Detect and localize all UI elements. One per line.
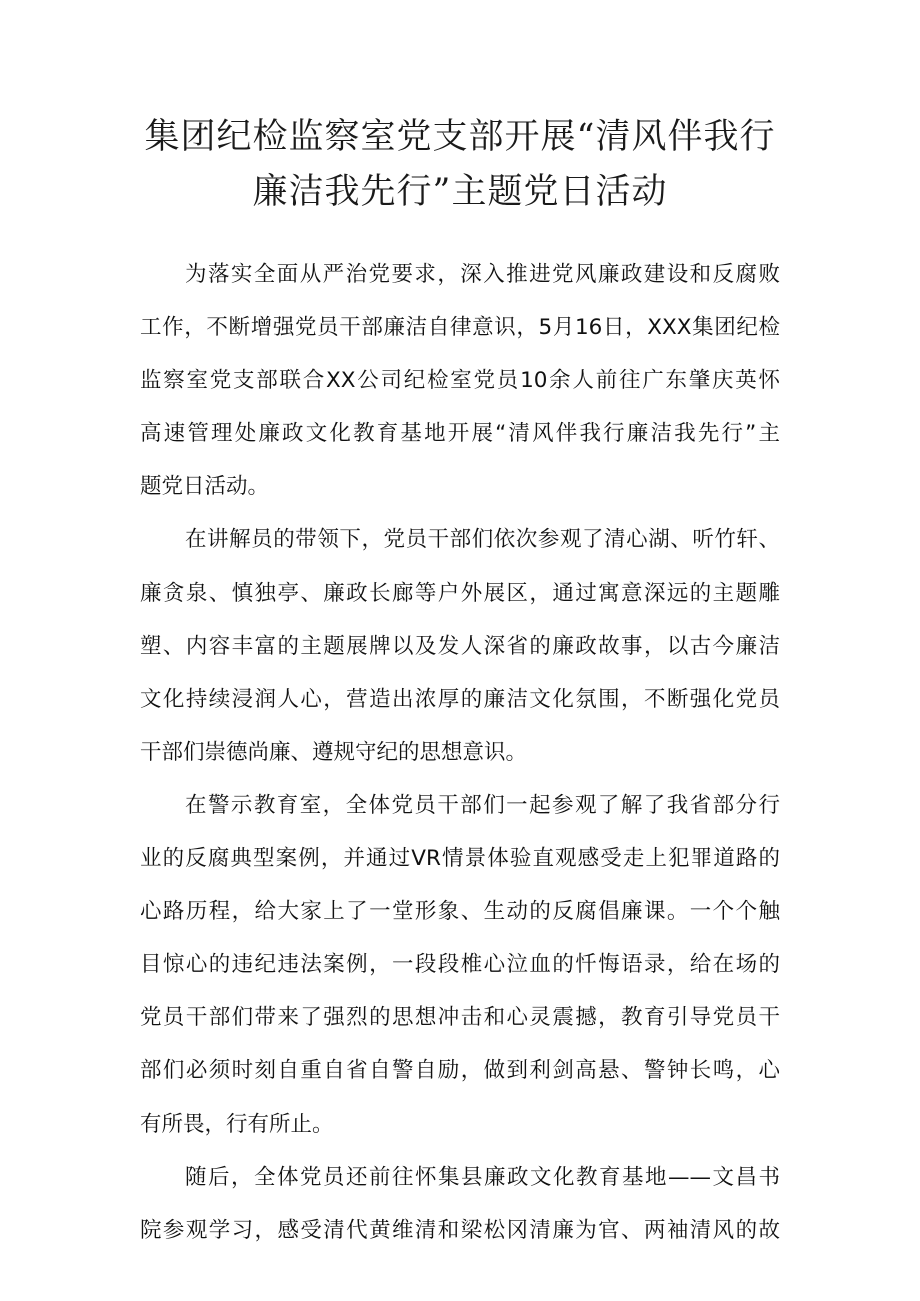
text-line: 在警示教育室，全体党员干部们一起参观了解了我省部分行	[185, 792, 780, 818]
paragraph-3	[140, 779, 780, 1151]
text-line: 干部们崇德尚廉、遵规守纪的思想意识。	[140, 739, 528, 765]
paragraph-4	[140, 1151, 780, 1257]
text-line: 院参观学习，感受清代黄维清和梁松冈清廉为官、两袖清风的故	[140, 1217, 780, 1243]
paragraph-1	[140, 248, 780, 513]
text-line: 文化持续浸润人心，营造出浓厚的廉洁文化氛围，不断强化党员	[140, 686, 780, 712]
text-line: 题党日活动。	[140, 474, 270, 500]
title-line: 廉洁我先行”主题党日活动	[252, 172, 668, 212]
text-line: 高速管理处廉政文化教育基地开展“清风伴我行廉洁我先行”主	[140, 421, 780, 447]
text-line: 工作，不断增强党员干部廉洁自律意识，5月16日，XXX集团纪检	[140, 315, 780, 341]
text-line: 监察室党支部联合XX公司纪检室党员10余人前往广东肇庆英怀	[140, 368, 780, 394]
document-body	[140, 248, 780, 1257]
text-line: 目惊心的违纪违法案例，一段段椎心泣血的忏悔语录，给在场的	[140, 952, 780, 978]
text-line: 廉贪泉、慎独亭、廉政长廊等户外展区，通过寓意深远的主题雕	[140, 580, 780, 606]
document-title	[100, 110, 820, 220]
paragraph-2	[140, 513, 780, 778]
text-line: 心路历程，给大家上了一堂形象、生动的反腐倡廉课。一个个触	[140, 899, 780, 925]
text-line: 在讲解员的带领下，党员干部们依次参观了清心湖、听竹轩、	[185, 527, 780, 553]
text-line: 部们必须时刻自重自省自警自励，做到利剑高悬、警钟长鸣，心	[140, 1058, 780, 1084]
text-line: 为落实全面从严治党要求，深入推进党风廉政建设和反腐败	[185, 262, 780, 287]
title-line: 集团纪检监察室党支部开展“清风伴我行	[144, 117, 776, 157]
text-line: 有所畏，行有所止。	[140, 1111, 334, 1137]
text-line: 塑、内容丰富的主题展牌以及发人深省的廉政故事，以古今廉洁	[140, 633, 780, 659]
text-line: 业的反腐典型案例，并通过VR情景体验直观感受走上犯罪道路的	[140, 846, 780, 872]
text-line: 随后，全体党员还前往怀集县廉政文化教育基地——文昌书	[185, 1164, 780, 1190]
text-line: 党员干部们带来了强烈的思想冲击和心灵震撼，教育引导党员干	[140, 1005, 780, 1031]
